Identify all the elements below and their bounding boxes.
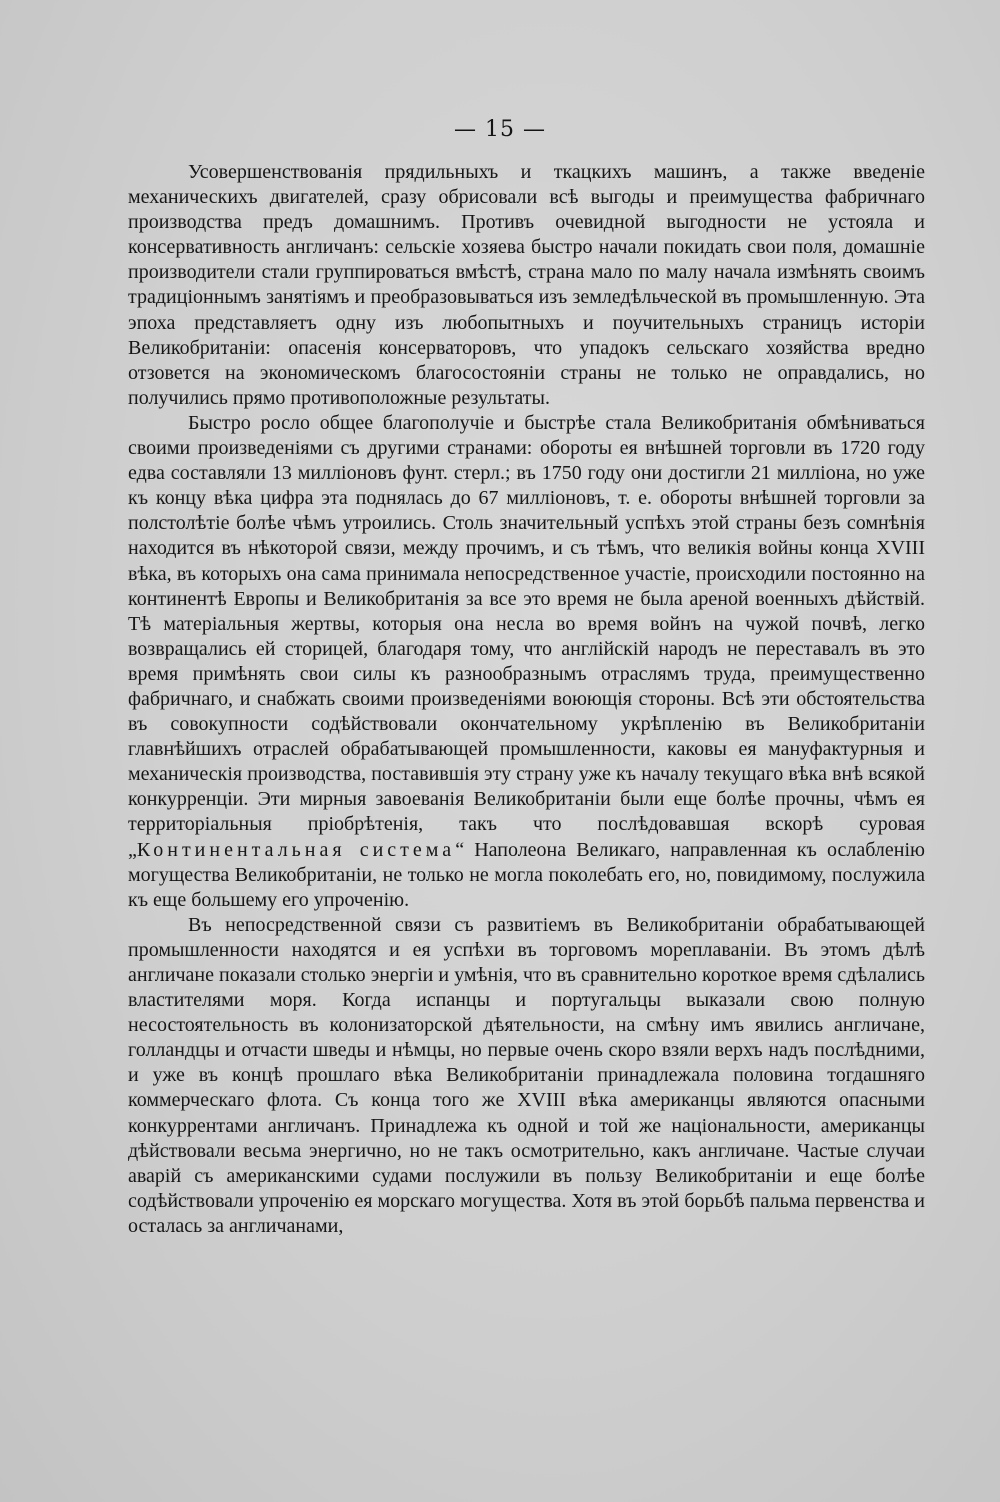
paragraph-2-text: Быстро росло общее благополучіе и быстрѣе стала Великобританія обмѣниваться своими произведеніями съ другими странами: обороты ея внѣшней торговли въ 1720 году едва составляли 13 милліоновъ фунт. стерл.; въ 1750 году они достигли 21 милліона, но уже къ концу вѣка цифра эта поднялась до 67 милліоновъ, т. е. обороты внѣшней торговли за полстолѣтіе болѣе чѣмъ утроились. Столь значительный успѣхъ этой страны безъ сомнѣнія находится въ нѣкоторой связи, между прочимъ, и съ тѣмъ, что великія войны конца XVIII вѣка, въ которыхъ она сама принимала непосредственное участіе, происходили постоянно на континентѣ Европы и Великобританія за все это время не была ареной военныхъ дѣйствій. Тѣ матеріальныя жертвы, которыя она несла во время войнъ на чужой почвѣ, легко возвращались ей сторицей, благодаря тому, что англійскій народъ не переставалъ въ это время примѣнять свои силы къ разнообразнымъ отраслямъ труда, преимущественно фабричнаго, и снабжать своими произведеніями воюющія стороны. Всѣ эти обстоятельства въ совокупности содѣйствовали окончательному укрѣпленію въ Великобританіи главнѣйшихъ отраслей обрабатывающей промышленности, каковы ея мануфактурныя и механическія производства, поставившія эту страну уже къ началу текущаго вѣка внѣ всякой конкурренціи. Эти мирныя завоеванія Великобританіи были еще болѣе прочны, чѣмъ ея территоріальныя пріобрѣтенія, такъ что послѣдовавшая вскорѣ суровая „ bbox=[128, 411, 925, 861]
paragraph-3 bbox=[128, 913, 925, 1239]
paragraph-2-after: “ Наполеона Великаго, направленная къ ослабленію могущества Великобританіи, не только не могла поколебать его, но, повидимому, послужила къ еще большему его упроченію. bbox=[128, 838, 925, 911]
paragraph-1-text: Усовершенствованія прядильныхъ и ткацкихъ машинъ, а также введеніе механическихъ двигателей, сразу обрисовали всѣ выгоды и преимущества фабричнаго производства предъ домашнимъ. Противъ очевидной выгодности не устояла и консервативность англичанъ: сельскіе хозяева быстро начали покидать свои поля, домашніе производители стали группироваться вмѣстѣ, страна мало по малу начала измѣнять своимъ традиціоннымъ занятіямъ и преобразовываться изъ земледѣльческой въ промышленную. Эта эпоха представляетъ одну изъ любопытныхъ и поучительныхъ страницъ исторіи Великобританіи: опасенія консерваторовъ, что упадокъ сельскаго хозяйства вредно отзовется на экономическомъ благосостояніи страны не только не оправдались, но получились прямо противоположные результаты. bbox=[128, 161, 925, 409]
body-text bbox=[128, 160, 925, 1239]
paragraph-2 bbox=[128, 411, 925, 913]
page-number: — 15 — bbox=[454, 117, 546, 142]
paragraph-1 bbox=[128, 160, 925, 411]
spaced-emphasis: Континентальная система bbox=[136, 838, 456, 861]
paragraph-3-text: Въ непосредственной связи съ развитіемъ въ Великобританіи обрабатывающей промышленности находятся и ея успѣхи въ торговомъ мореплаваніи. Въ этомъ дѣлѣ англичане показали столько энергіи и умѣнія, что въ сравнительно короткое время сдѣлались властителями моря. Когда испанцы и португальцы выказали свою полную несостоятельность въ колонизаторской дѣятельности, на смѣну имъ явились англичане, голландцы и отчасти шведы и нѣмцы, но первые очень скоро взяли верхъ надъ послѣдними, и уже въ концѣ прошлаго вѣка Великобританіи принадлежала половина тогдашняго коммерческаго флота. Съ конца того же XVIII вѣка американцы являются опасными конкуррентами англичанъ. Принадлежа къ одной и той же національности, американцы дѣйствовали весьма энергично, но не такъ осмотрительно, какъ англичане. Частые случаи аварій съ американскими судами послужили въ пользу Великобританіи и еще болѣе содѣйствовали упроченію ея морскаго могущества. Хотя въ этой борьбѣ пальма первенства и осталась за англичанами, bbox=[128, 913, 925, 1237]
